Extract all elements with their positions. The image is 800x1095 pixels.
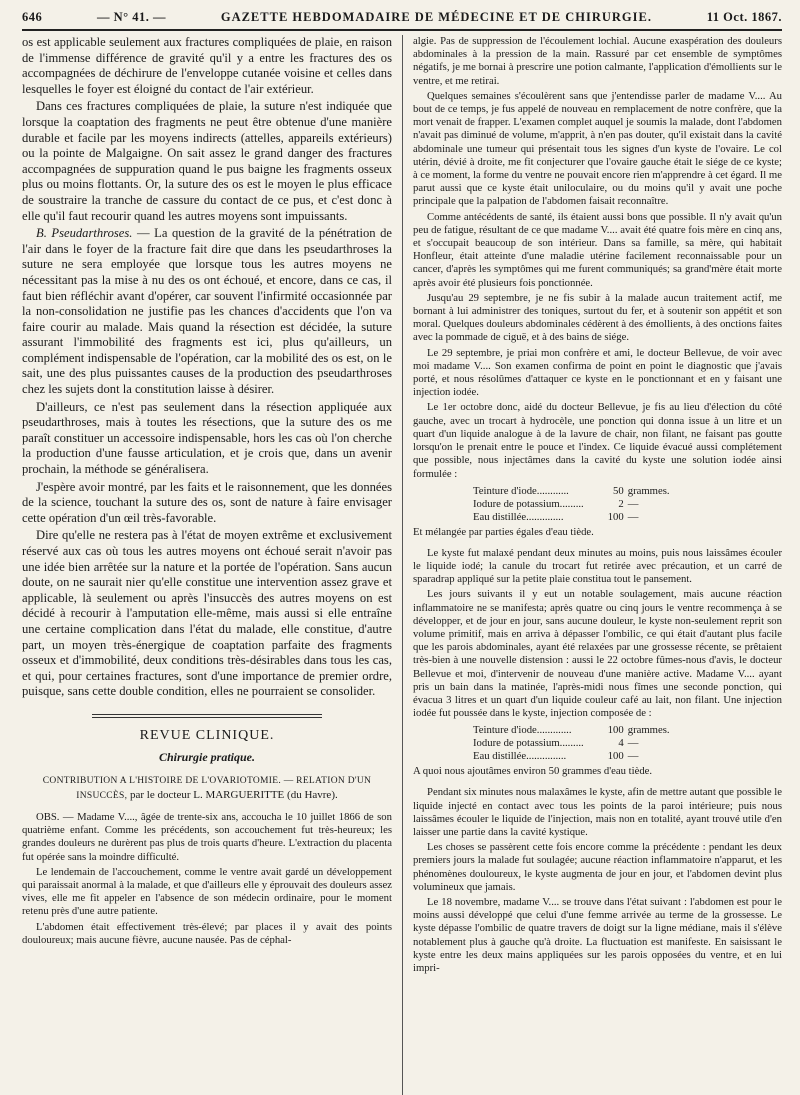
- unit: grammes.: [627, 484, 670, 497]
- paragraph-text: — La question de la gravité de la pénétration de l'air dans le foyer de la fracture fait dire que dans les pseudarthroses la suture ne sera employée que lorsque tous les autres moyens ne nécessitant pas la mise à nu des os ont échoué, et encore, dans ce cas, il faut bien réfléchir avant d'opérer, car souvent l'infirmité occasionnée par la non-consolidation ne justifie pas les chances d'accidents que l'on va faire courir au malade. Mais quand la résection est décidée, la suture assurant l'immobilité des fragments est ici, plus qu'ailleurs, un complément indispensable de l'opération, car la mobilité des os est, on le sait, une des plus puissantes causes de la production des pseudarthroses chez les sujets dont la constitution laisse à désirer.: [22, 226, 392, 397]
- paragraph: Quelques semaines s'écoulèrent sans que j'entendisse parler de madame V.... Au bout de ce temps, je fus appelé de nouveau en remplacement de notre confrère, que la mort venait de frapper. L'examen complet auquel je soumis la malade, dont l'abdomen n'avait pas diminué de volume, m'apprit, à n'en pas douter, qu'il existait dans la cavité abdominale une tumeur qui présentait tous les signes d'un kyste de l'ovaire. Le col utérin, dévié à droite, me fit conjecturer que l'ovaire gauche était le siége de ce kyste; à ce moment, la forme du ventre ne pouvait encore rien m'apprendre à cet égard. Il me parut aussi que ce kyste était uniloculaire, ou du moins qu'il y avait une poche principale que la palpation de l'abdomen faisait reconnaître.: [413, 89, 782, 208]
- quantity: 50: [613, 484, 624, 497]
- unit: —: [627, 737, 639, 750]
- paragraph: Le 29 septembre, je priai mon confrère et ami, le docteur Bellevue, de voir avec moi madame V.... Son examen confirma de point en point le diagnostic que j'avais porté, et nous résolûmes d'attaquer ce kyste en le ponctionnant et en y faisant une injection iodée.: [413, 346, 782, 399]
- issue-date: 11 Oct. 1867.: [706, 10, 782, 24]
- article-author: par le docteur L. MARGUERITTE (du Havre).: [127, 788, 338, 801]
- unit: —: [627, 510, 639, 523]
- ingredient: Eau distillée..............: [473, 510, 564, 523]
- formula-row: [473, 485, 674, 498]
- formula-note: Et mélangée par parties égales d'eau tiède.: [413, 525, 594, 538]
- formula-row: [473, 511, 674, 524]
- paragraph: Le kyste fut malaxé pendant deux minutes au moins, puis nous laissâmes écouler le liquide iodé; la canule du trocart fut retirée avec précaution, et un carré de sparadrap appliqué sur la petite plaie constitua tout le pansement.: [413, 546, 782, 586]
- unit: —: [627, 497, 639, 510]
- subsection-title: Chirurgie pratique.: [158, 749, 256, 764]
- ingredient: Teinture d'iode.............: [473, 724, 572, 737]
- issue-number: — N° 41. —: [97, 10, 167, 24]
- section-title: REVUE CLINIQUE.: [139, 727, 275, 743]
- left-column: [22, 35, 402, 1095]
- unit: —: [627, 750, 639, 763]
- paragraph: os est applicable seulement aux fractures compliquées de plaie, en raison de l'immense différence de gravité qu'il y a entre les fractures des os accompagnées de déchirure de l'enveloppe cutanée voisine et celles dans lesquelles le foyer est éloigné du contact de l'air extérieur.: [22, 35, 392, 96]
- quantity: 100: [607, 724, 624, 737]
- ingredient: Iodure de potassium.........: [473, 737, 584, 750]
- paragraph: Jusqu'au 29 septembre, je ne fis subir à la malade aucun traitement actif, me bornant à lui administrer des toniques, surtout du fer, et à soutenir son appétit et son moral. Quelques douleurs abdominales cédèrent à des émollients, à des onctions faites avec la pommade de ciguë, et à des bains de siége.: [413, 291, 782, 344]
- page-header: [22, 10, 782, 31]
- paragraph: Comme antécédents de santé, ils étaient aussi bons que possible. Il n'y avait qu'un peu de fatigue, résultant de ce que madame V.... avait été quatre fois mère en cinq ans, et s'occupait beaucoup de son intérieur. Dans sa famille, sa mère, qui habitait Honfleur, était atteinte d'une maladie utérine facilement reconnaissable pour un cancer, d'après les symptômes qui me furent communiqués; sa grand'mère était morte après avoir été plusieurs fois ponctionnée.: [413, 210, 782, 289]
- unit: grammes.: [627, 724, 670, 737]
- formula-table: [473, 485, 674, 524]
- paragraph: J'espère avoir montré, par les faits et le raisonnement, que les données de la science, touchant la suture des os, sont de nature à faire envisager cette opération d'un œil très-favorable.: [22, 479, 392, 525]
- page-number: 646: [22, 10, 43, 24]
- article-title-caps: CONTRIBUTION A L'HISTOIRE DE L'OVARIOTOMIE. — RELATION D'UN INSUCCÈS,: [42, 775, 372, 801]
- ingredient: Teinture d'iode............: [473, 484, 569, 497]
- paragraph: OBS. — Madame V...., âgée de trente-six ans, accoucha le 10 juillet 1866 de son quatrième enfant. Comme les précédents, son accouchement fut très-heureux; les grandes douleurs ne durèrent pas plus de trois quarts d'heure. L'extraction du placenta fut opérée sans la moindre difficulté.: [22, 810, 392, 863]
- right-column: [402, 35, 782, 1095]
- paragraph: algie. Pas de suppression de l'écoulement lochial. Aucune exaspération des douleurs abdominales à la pression de la main. Rassuré par cet ensemble de symptômes négatifs, je me bornai à prescrire une potion calmante, l'application d'émollients sur le ventre, et me retirai.: [413, 35, 782, 87]
- formula-table: [473, 724, 674, 763]
- paragraph: Le 18 novembre, madame V.... se trouve dans l'état suivant : l'abdomen est pour le moins aussi développé que celui d'une femme arrivée au terme de la grossesse. Le kyste dépasse l'ombilic de quatre travers de doigt sur la ligne médiane, mais il s'élève notablement plus à gauche qu'à droite. La fluctuation est manifeste. En saisissant le kyste entre les deux mains appliquées sur les parois opposées du ventre, et en lui impri-: [413, 895, 782, 974]
- paragraph: Le lendemain de l'accouchement, comme le ventre avait gardé un développement qui paraissait anormal à la malade, et que d'ailleurs elle y éprouvait des douleurs assez vives, elle me fit appeler en l'absence de son médecin ordinaire, pour le moment retenu près d'une autre patiente.: [22, 865, 392, 918]
- formula-note: A quoi nous ajoutâmes environ 50 grammes d'eau tiède.: [413, 765, 653, 778]
- paragraph: [22, 226, 392, 398]
- paragraph: D'ailleurs, ce n'est pas seulement dans la résection appliquée aux pseudarthroses, mais à toutes les résections, que la suture des os me paraît constituer un accessoire indispensable, hors les cas où l'on cherche la production d'une fausse articulation, et je crois que, dans un avenir prochain, la méthode se généralisera.: [22, 399, 392, 477]
- formula-row: [473, 498, 674, 511]
- journal-title: GAZETTE HEBDOMADAIRE DE MÉDECINE ET DE CHIRURGIE.: [220, 10, 652, 24]
- paragraph: Pendant six minutes nous malaxâmes le kyste, afin de mettre autant que possible le liquide injecté en contact avec tous les points de la paroi intérieure; puis nous laissâmes écouler le liquide de l'injection, mais non en totalité, ayant trouvé utile d'en laisser une partie dans la cavité kystique.: [413, 786, 782, 838]
- article-title: [22, 773, 392, 803]
- quantity: 100: [607, 750, 624, 763]
- quantity: 4: [618, 737, 624, 750]
- formula-row: [473, 737, 674, 750]
- ingredient: Eau distillée...............: [473, 750, 567, 763]
- formula-row: [473, 750, 674, 763]
- columns: [22, 35, 782, 1095]
- paragraph: L'abdomen était effectivement très-élevé; par places il y avait des points douloureux; mais aucune fièvre, aucune nausée. Pas de céphal-: [22, 920, 392, 946]
- section-divider: [92, 714, 322, 718]
- paragraph: Dans ces fractures compliquées de plaie, la suture n'est indiquée que lorsque la coaptation des fragments ne peut être obtenue d'une manière durable et facile par les moyens indirects (attelles, appareils extérieurs) ou la pointe de Malgaigne. On sait assez le grand danger des fractures accompagnées de suppuration quand le pus baigne les fragments osseux plus ou moins flottants. Or, la suture des os est le moyen le plus efficace de soustraire la tranche de cassure du contact de ce pus, et c'est donc à elle qu'il faut recourir quand les autres moyens sont impuissants.: [22, 99, 392, 223]
- subheading-pseudarthroses: B. Pseudarthroses.: [36, 226, 133, 241]
- paragraph: Les jours suivants il y eut un notable soulagement, mais aucune réaction inflammatoire ne se manifesta; après quatre ou cinq jours le ventre recommença à se développer, et de jour en jour, sans aucune douleur, le kyste non-seulement reprit son volume primitif, mais en arriva à dépasser l'ombilic, ce qui était d'autant plus facile que les parois abdominales, ayant été relaxées par une grossesse récente, se prêtaient très-bien à une nouvelle distension : aussi le 22 octobre fûmes-nous d'avis, le docteur Bellevue et moi, d'intervenir de nouveau d'une manière active. Madame V.... ayant pris un bain dans la matinée, l'après-midi nous fîmes une seconde ponction, qui évacua 3 litres et un quart d'un liquide couleur café au lait, non filant. Une injection iodée fut poussée dans le kyste, injection composée de :: [413, 588, 782, 720]
- paragraph: Les choses se passèrent cette fois encore comme la précédente : pendant les deux premiers jours la malade fut soulagée; aucune réaction inflammatoire n'apparut, et les phénomènes douloureux, le kyste augmenta de jour en jour, et l'abdomen devint plus volumineux que jamais.: [413, 841, 782, 893]
- paragraph: Dire qu'elle ne restera pas à l'état de moyen extrême et exclusivement réservé aux cas où tous les autres moyens ont échoué serait n'avoir pas une idée bien arrêtée sur la nature et la portée de l'opération. Sans aucun doute, on ne saurait nier qu'elle constitue une intervention assez grave et applicable, là seulement ou après l'insuccès des autres moyens on est décidé à recourir à l'amputation elle-même, mais aussi si elle entraîne une certaine complication dans l'état du malade, elle constitue, d'autre part, un moyen très-énergique de coaptation parfaite des fragments osseux et d'immobilité, deux conditions très-désirables dans tous les cas, et qui, pour certaines fractures, sont d'une importance de premier ordre, puisque, sans cette double condition, elles ne pourraient se consolider.: [22, 528, 392, 699]
- ingredient: Iodure de potassium.........: [473, 497, 584, 510]
- paragraph: Le 1er octobre donc, aidé du docteur Bellevue, je fis au lieu d'élection du côté gauche, avec un trocart à hydrocèle, une ponction qui donna issue à un litre et un quart d'un liquide analogue à de la lavure de chair, non filant, ne faisant pas goutte lorsqu'on le prenait entre le pouce et l'index. Ce liquide évacué aussi complétement que possible, nous injectâmes dans la cavité du kyste une solution iodée ainsi formulée :: [413, 401, 782, 480]
- quantity: 2: [618, 497, 624, 510]
- quantity: 100: [607, 510, 624, 523]
- formula-row: [473, 724, 674, 737]
